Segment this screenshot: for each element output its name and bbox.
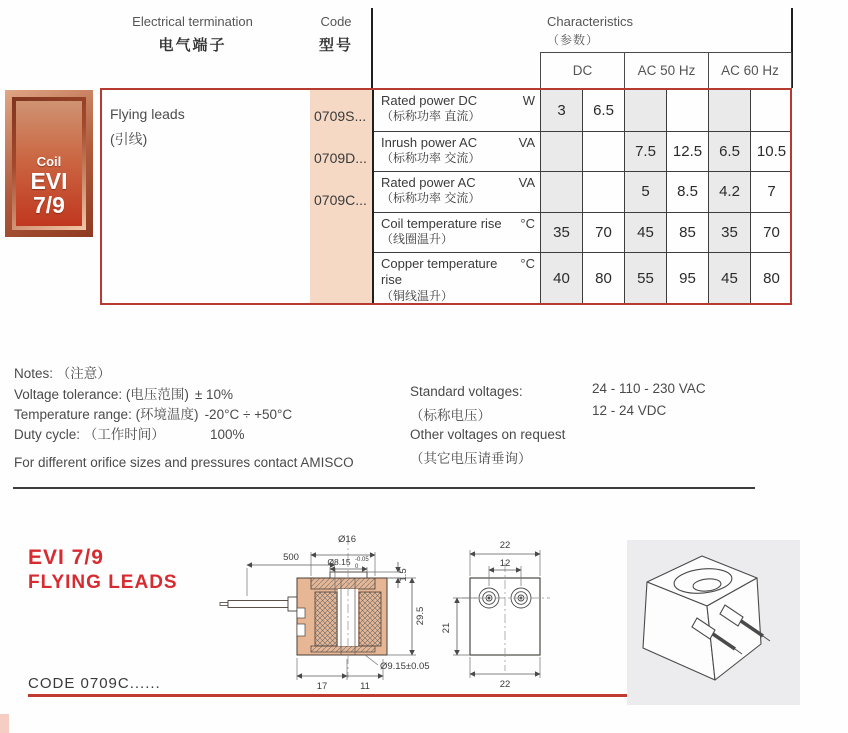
- value-cell: 3: [540, 90, 582, 131]
- body-notch: [297, 624, 305, 636]
- footer-title-evi: EVI 7/9: [28, 546, 104, 569]
- standard-voltages-label-en: Standard voltages:: [410, 384, 523, 399]
- footer-code-text: CODE 0709C......: [28, 675, 161, 692]
- other-voltages-label-zh: （其它电压请垂询）: [410, 451, 532, 466]
- dim-15: 1.5: [398, 568, 409, 582]
- code-label-zh: 型号: [318, 37, 353, 54]
- row-unit: °C: [520, 256, 535, 272]
- coil-badge-bevel: [12, 97, 86, 230]
- row-label-en: Inrush power AC: [381, 134, 478, 150]
- standard-vdc-value: 12 - 24 VDC: [592, 403, 667, 418]
- voltage-tolerance-label: Voltage tolerance: (电压范围): [14, 387, 189, 402]
- winding-left: [315, 592, 337, 646]
- value-cell: 7: [750, 172, 792, 212]
- code-0709s: 0709S...: [314, 108, 367, 124]
- value-cell: 12.5: [666, 132, 708, 172]
- dim-11: 11: [360, 681, 370, 692]
- value-cell: 8.5: [666, 172, 708, 212]
- row-label-zh: （线圈温升）: [381, 231, 454, 246]
- footer-title-flying-leads: FLYING LEADS: [28, 572, 178, 593]
- note-duty-cycle: [14, 423, 245, 443]
- standard-voltages-label-zh: （标称电压）: [410, 408, 491, 423]
- termination-type-label: Flying leads: [110, 106, 185, 122]
- badge-evi-text: EVI: [30, 167, 68, 194]
- termination-type-label-zh: (引线): [110, 131, 148, 147]
- row-label-en: Copper temperature rise: [381, 256, 498, 288]
- other-voltages-label-en: Other voltages on request: [410, 427, 566, 442]
- row-unit: VA: [518, 175, 535, 191]
- page-corner-mark: [0, 714, 9, 733]
- code-0709d: 0709D...: [314, 150, 367, 166]
- badge-coil-text: Coil: [36, 153, 62, 169]
- value-cell: 5: [624, 172, 666, 212]
- standard-vac-value: 24 - 110 - 230 VAC: [592, 381, 706, 396]
- value-cell: 80: [582, 253, 624, 303]
- dim-dia16: Ø16: [338, 534, 356, 545]
- characteristics-label-en: Characteristics: [547, 14, 633, 29]
- winding-right: [359, 592, 381, 646]
- subcolumn-ac50: AC 50 Hz: [624, 53, 708, 88]
- wire-tip: [220, 603, 228, 606]
- dim-dia815-tol-bot: 0: [355, 564, 359, 570]
- electrical-termination-label-en: Electrical termination: [132, 14, 253, 29]
- top-flange: [311, 578, 375, 589]
- coil-cross-section-drawing: [215, 528, 465, 713]
- row-unit: VA: [518, 134, 535, 150]
- table-red-border: [100, 88, 792, 305]
- characteristics-label-zh: （参数）: [547, 33, 600, 47]
- column-header-characteristics: [547, 14, 633, 48]
- value-cell: 7.5: [624, 132, 666, 172]
- note-voltage-tolerance: [14, 383, 233, 403]
- value-cell: 80: [750, 253, 792, 303]
- body-notch: [297, 608, 305, 618]
- subcolumn-dc: DC: [540, 53, 624, 88]
- column-header-electrical-termination: [105, 14, 280, 55]
- note-temperature-range: [14, 403, 292, 423]
- code-0709c: 0709C...: [314, 192, 367, 208]
- dim-dia815-tol-top: -0.05: [355, 557, 369, 563]
- duty-cycle-value: 100%: [210, 427, 245, 442]
- value-cell: 6.5: [582, 90, 624, 131]
- notes-title: Notes: （注意）: [14, 366, 111, 381]
- note-contact: For different orifice sizes and pressures contact AMISCO: [14, 455, 354, 470]
- temperature-range-value: -20°C ÷ +50°C: [204, 407, 293, 422]
- section-divider-line: [13, 487, 755, 489]
- coil-badge-face: [16, 101, 82, 226]
- electrical-termination-label-zh: 电气端子: [158, 37, 227, 54]
- row-label-zh: （标称功率 交流）: [381, 150, 481, 165]
- dim-dia815: Ø8.15: [327, 557, 351, 567]
- value-cell: 70: [582, 213, 624, 253]
- row-label-zh: （铜线温升）: [381, 288, 454, 303]
- row-unit: °C: [520, 215, 535, 231]
- coil-front-view-drawing: [440, 528, 610, 713]
- row-label-en: Rated power DC: [381, 93, 478, 108]
- row-label-en: Coil temperature rise: [381, 215, 502, 231]
- value-cell: 35: [708, 213, 750, 253]
- dim-front-height: 21: [441, 622, 452, 634]
- value-cell: 45: [708, 253, 750, 303]
- value-cell: 55: [624, 253, 666, 303]
- row-unit: W: [522, 93, 535, 108]
- coil-evi-badge: [5, 90, 93, 237]
- dim-17: 17: [316, 681, 328, 692]
- value-cell: 45: [624, 213, 666, 253]
- value-cell: 10.5: [750, 132, 792, 172]
- row-label-zh: （标称功率 直流）: [381, 109, 481, 124]
- temperature-range-label: Temperature range: (环境温度): [14, 407, 199, 422]
- code-label-en: Code: [320, 14, 352, 29]
- value-cell: 70: [750, 213, 792, 253]
- voltage-tolerance-value: ± 10%: [194, 387, 234, 402]
- dim-dia915: Ø9.15±0.05: [380, 661, 430, 672]
- row-label-en: Rated power AC: [381, 175, 476, 191]
- dim-295: 29.5: [415, 606, 426, 626]
- subcolumn-ac60: AC 60 Hz: [708, 53, 792, 88]
- coil-isometric-drawing: [627, 540, 800, 705]
- column-header-code: [303, 14, 369, 55]
- badge-79-text: 7/9: [33, 191, 65, 218]
- row-label-zh: （标称功率 交流）: [381, 191, 481, 206]
- dim-front-holes: 12: [499, 558, 511, 569]
- subcolumn-header-row: [540, 52, 792, 88]
- dim-lead-length: 500: [283, 552, 299, 563]
- top-tube: [330, 572, 367, 578]
- dim-front-bottom: 22: [499, 679, 511, 690]
- value-cell: 40: [540, 253, 582, 303]
- value-cell: 6.5: [708, 132, 750, 172]
- value-cell: 95: [666, 253, 708, 303]
- header-divider-line: [371, 8, 373, 88]
- bottom-flange: [311, 646, 375, 652]
- duty-cycle-label: Duty cycle: （工作时间）: [14, 427, 165, 442]
- wire-shaft: [228, 601, 288, 608]
- value-cell: 35: [540, 213, 582, 253]
- value-cell: 4.2: [708, 172, 750, 212]
- dim-front-top: 22: [499, 540, 511, 551]
- value-cell: 85: [666, 213, 708, 253]
